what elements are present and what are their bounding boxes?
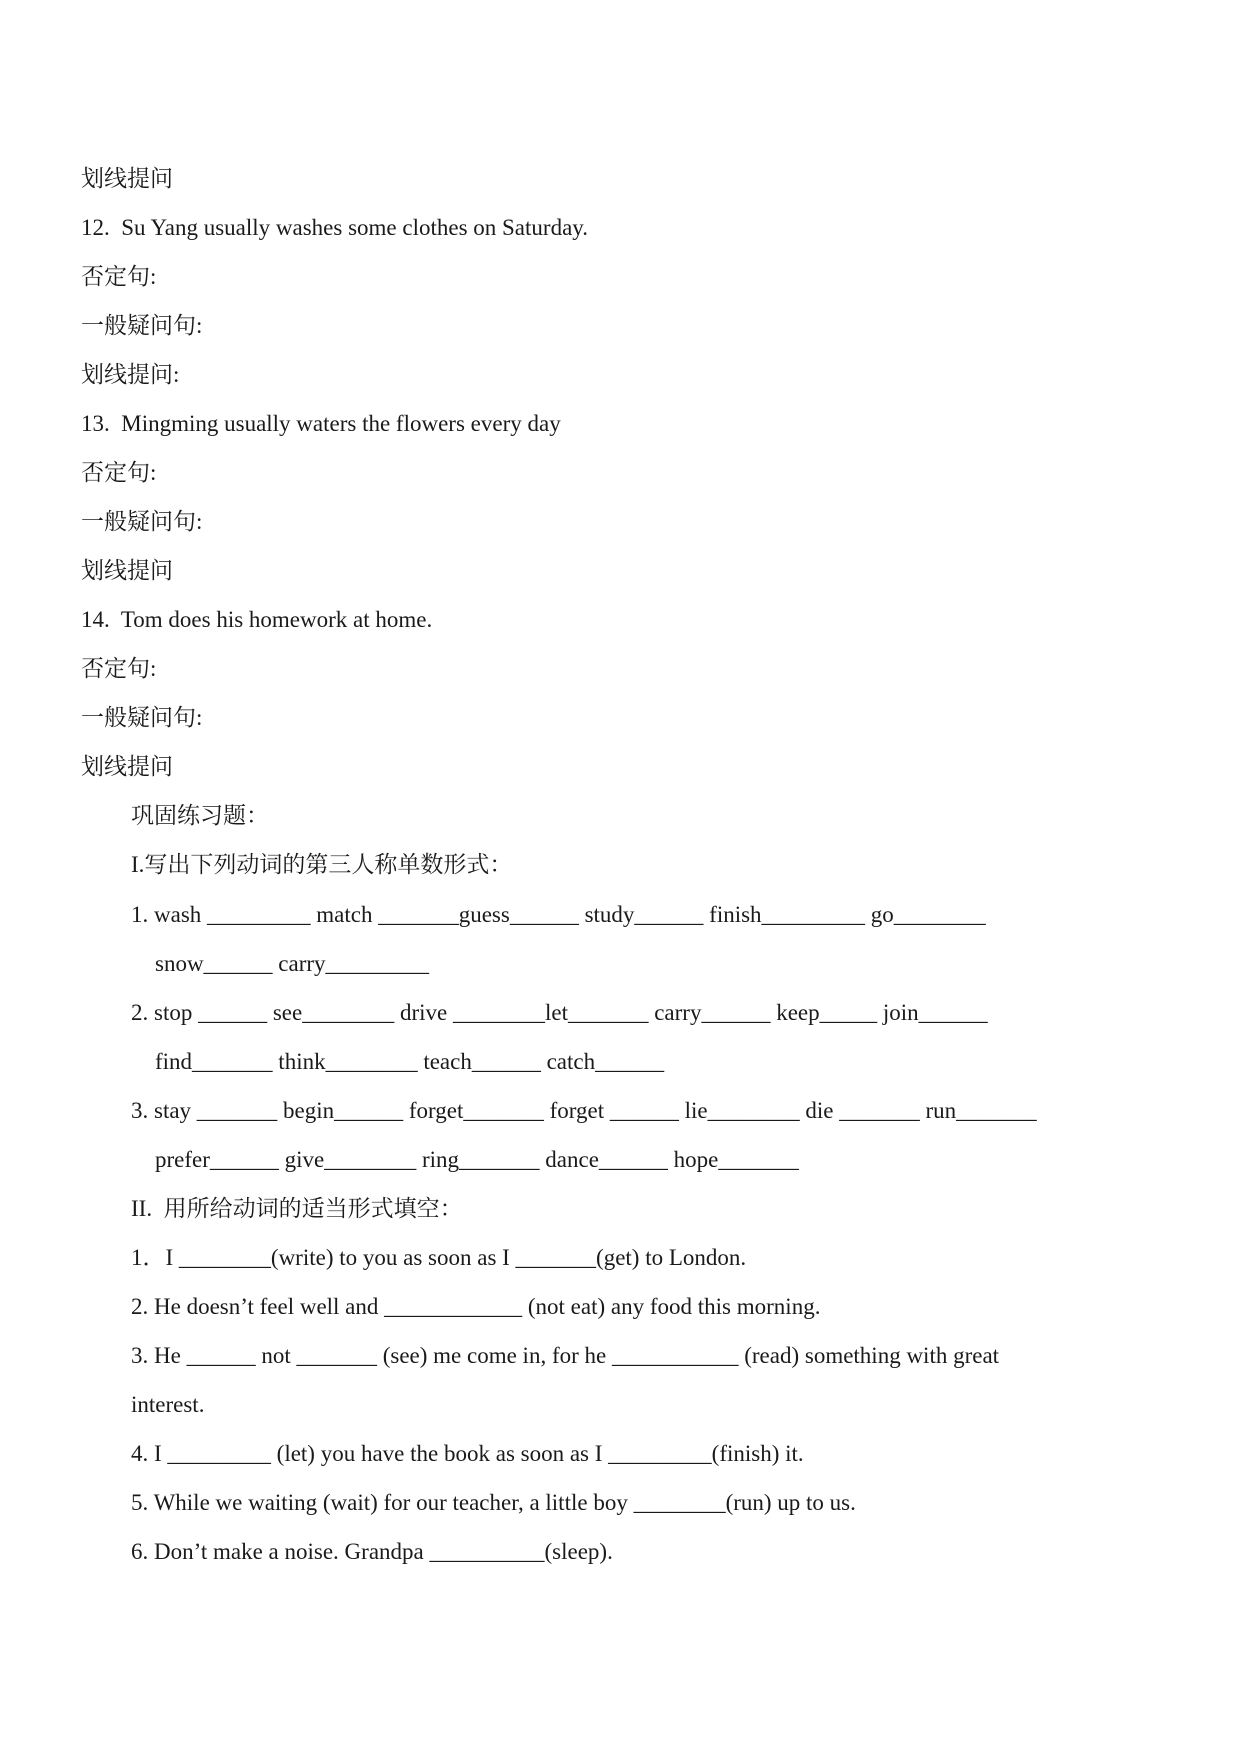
- yes-no-question-label-12: 一般疑问句:: [81, 313, 203, 338]
- section-2-heading: II. 用所给动词的适当形式填空：: [131, 1196, 463, 1221]
- underline-question-label-13: 划线提问: [81, 558, 173, 583]
- exercise-1-2: 2. stop ______ see________ drive ________let_______ carry______ keep_____ join______: [131, 1000, 988, 1025]
- negative-label-13: 否定句:: [81, 460, 157, 485]
- sentence-13: 13. Mingming usually waters the flowers every day: [81, 411, 561, 436]
- underline-question-label-14: 划线提问: [81, 754, 173, 779]
- yes-no-question-label-14: 一般疑问句:: [81, 705, 203, 730]
- exercise-1-3: 3. stay _______ begin______ forget_______ forget ______ lie________ die _______ run_______: [131, 1098, 1037, 1123]
- practice-heading: 巩固练习题：: [131, 803, 269, 828]
- sentence-12: 12. Su Yang usually washes some clothes on Saturday.: [81, 215, 589, 240]
- underline-question-label-12: 划线提问:: [81, 362, 180, 387]
- underline-question-label-1: 划线提问: [81, 166, 173, 191]
- exercise-1-3-cont: prefer______ give________ ring_______ dance______ hope_______: [155, 1147, 799, 1172]
- exercise-2-5: 5. While we waiting (wait) for our teacher, a little boy ________(run) up to us.: [131, 1490, 856, 1515]
- exercise-1-1-cont: snow______ carry_________: [155, 951, 430, 976]
- exercise-2-2: 2. He doesn’t feel well and ____________ (not eat) any food this morning.: [131, 1294, 821, 1319]
- exercise-2-3-cont: interest.: [131, 1392, 205, 1417]
- exercise-2-3: 3. He ______ not _______ (see) me come in, for he ___________ (read) something with great: [131, 1343, 1000, 1368]
- negative-label-14: 否定句:: [81, 656, 157, 681]
- yes-no-question-label-13: 一般疑问句:: [81, 509, 203, 534]
- exercise-1-2-cont: find_______ think________ teach______ catch______: [155, 1049, 665, 1074]
- section-1-heading: I.写出下列动词的第三人称单数形式：: [131, 852, 513, 877]
- negative-label-12: 否定句:: [81, 264, 157, 289]
- exercise-1-1: 1. wash _________ match _______guess______ study______ finish_________ go________: [131, 902, 986, 927]
- sentence-14: 14. Tom does his homework at home.: [81, 607, 433, 632]
- exercise-2-4: 4. I _________ (let) you have the book as soon as I _________(finish) it.: [131, 1441, 804, 1466]
- exercise-2-6: 6. Don’t make a noise. Grandpa __________(sleep).: [131, 1539, 613, 1564]
- exercise-2-1: 1．I ________(write) to you as soon as I _______(get) to London.: [131, 1245, 747, 1270]
